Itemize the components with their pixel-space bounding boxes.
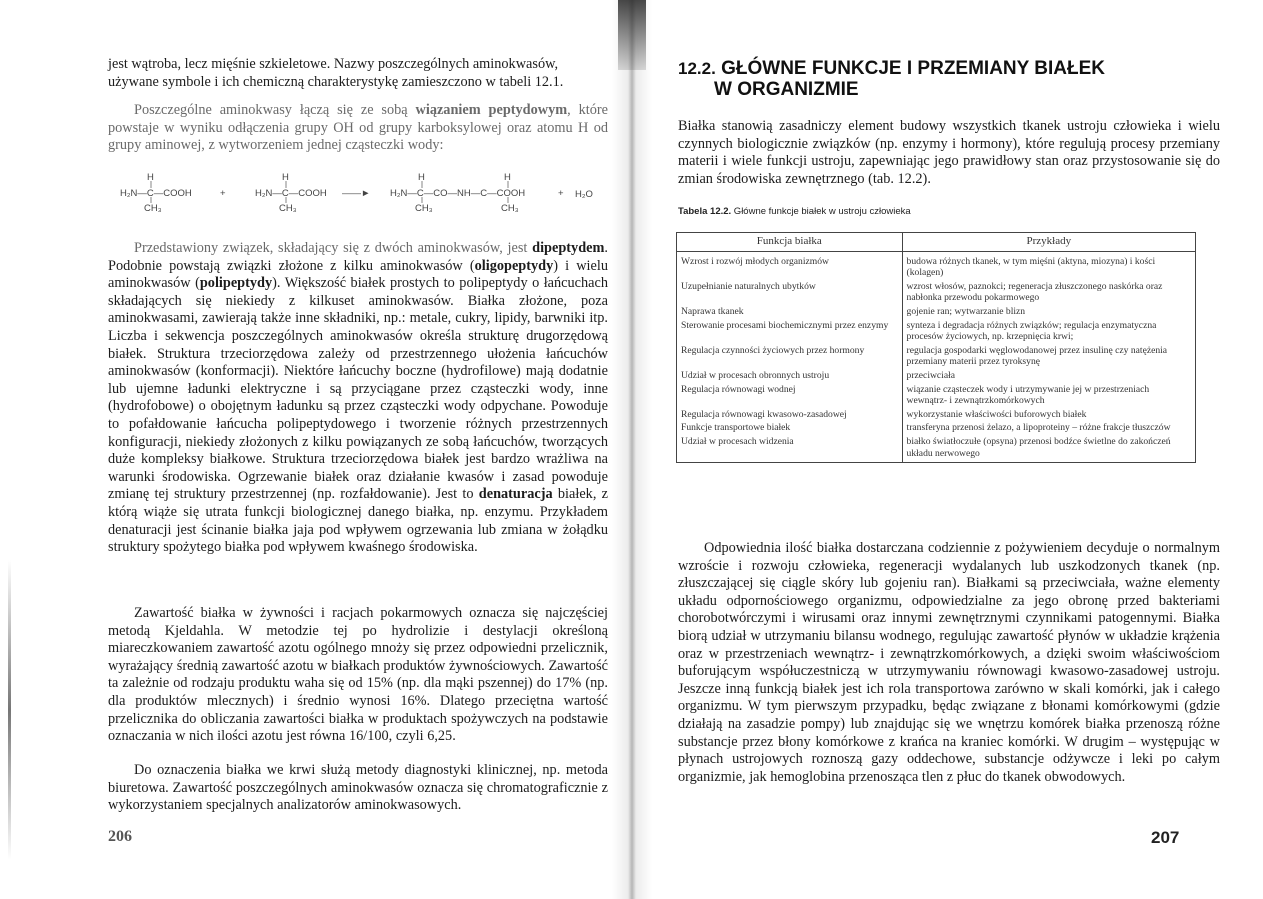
body-text: Odpowiednia ilość białka dostarczana codziennie z pożywieniem decyduje o normalnym wzroście i rozwoju człowieka, regeneracji wydalanych lub uszkodzonych tkanek (np. złuszczającej się ciągle skóry lub gojeniu ran). Białkami są przeciwciała, ważne elementy układu odpornościowego organizmu, odpowiedzialne za jego obronę przed bakteriami chorobotwórczymi i wirusami oraz innymi zewnętrznymi czynnikami patogennymi. Białka biorą udział w utrzymaniu bilansu wodnego, regulując zawartość płynów w układzie krążenia oraz w przestrzeniach wewnątrz- i zewnątrzkomórkowych, a dzięki swoim właściwościom buforującym współuczestniczą w utrzymywaniu równowagi kwasowo-zasadowej ustroju. Jeszcze inną funkcją białek jest ich rola transportowa zarówno w skali komórki, jak i całego organizmu. W tym pierwszym przypadku, będąc związane z błonami komórkowymi (gdzie działają na zasadzie pompy) lub znajdując się we wnętrzu komórek białka przenoszą różne substancje przez błony komórkowe z krańca na kraniec komórki. W drugim – występując w płynach ustrojowych roznoszą gazy oddechowe, substancje odżywcze i leki po całym organizmie, jak hemoglobina przenosząca tlen z płuc do tkanek obwodowych. (678, 540, 1220, 785)
table-row (677, 408, 1196, 422)
page-number-left: 206 (108, 828, 132, 845)
reaction-arrow: ——► (342, 188, 371, 199)
cell-example: gojenie ran; wytwarzanie blizn (902, 305, 1195, 319)
p4-text: Zawartość białka w żywności i racjach pokarmowych oznacza się najczęściej metodą Kjeldahla. W metodzie tej po hydrolizie i destylacji określoną miareczkowaniem zawartość azotu ogólnego mnoży się przez odpowiedni przelicznik, wyrażający średnią zawartość azotu w białkach produktów żywnościowych. Zawartość ta zależnie od rodzaju produktu waha się od 15% (np. dla mąki pszennej) do 17% (np. dla produktów mlecznych) i średnio wynosi 16%. Dlatego przeciętna wartość przelicznika do obliczania zawartości białka w produktach spożywczych na podstawie oznaczania w nich ilości azotu jest równa 16/100, czyli 6,25. (108, 605, 608, 745)
p2-text-a: Poszczególne aminokwasy łączą się ze sobą (134, 102, 416, 118)
p3-text-c: . Podobnie powstają związki złożone z kilku aminokwasów ( (108, 240, 608, 274)
chapter-title-line-1: GŁÓWNE FUNKCJE I PRZEMIANY BIAŁEK (721, 58, 1105, 79)
cell-example: przeciwciała (902, 369, 1195, 383)
p3-term-polypeptides: polipeptydy (199, 275, 273, 292)
cell-example: wiązanie cząsteczek wody i utrzymywanie jej w przestrzeniach wewnątrz- i zewnątrzkomórkowych (902, 383, 1195, 408)
p3-term-dipeptide: dipeptydem (532, 240, 605, 256)
cell-function: Udział w procesach obronnych ustroju (677, 369, 903, 383)
functions-table (676, 232, 1196, 463)
p2-text-b: , które powstaje w wyniku odłączenia grupy OH od grupy karboksylowej oraz atomu H od grupy aminowej, z wytworzeniem jednej cząsteczki wody: (108, 102, 608, 154)
cell-function: Sterowanie procesami biochemicznymi przez enzymy (677, 319, 903, 344)
cell-example: białko światłoczułe (opsyna) przenosi bodźce świetlne do zakończeń układu nerwowego (902, 435, 1195, 463)
cell-function: Funkcje transportowe białek (677, 421, 903, 435)
table-row (677, 280, 1196, 305)
cell-function: Regulacja czynności życiowych przez hormony (677, 344, 903, 369)
table-caption-label: Tabela 12.2. (678, 206, 732, 217)
chapter-number: 12.2. (678, 59, 716, 78)
reaction-h-1: H (147, 172, 154, 183)
cell-example: transferyna przenosi żelazo, a lipoproteiny – różne frakcje tłuszczów (902, 421, 1195, 435)
cell-function: Regulacja równowagi wodnej (677, 383, 903, 408)
header-examples: Przykłady (902, 233, 1195, 252)
table-row (677, 369, 1196, 383)
reaction-plus-2: + (558, 188, 564, 199)
p3-term-oligopeptides: oligopeptydy (474, 257, 554, 274)
p2-term-peptide-bond: wiązaniem peptydowym (415, 102, 568, 118)
reaction-ch3-4: CH₃ (501, 203, 519, 214)
reaction-reactant-1: H₂N—C—COOH (120, 188, 192, 199)
cell-function: Naprawa tkanek (677, 305, 903, 319)
p3-term-denaturation: denaturacja (478, 486, 553, 503)
cell-function: Regulacja równowagi kwasowo-zasadowej (677, 408, 903, 422)
left-paragraph-2 (108, 102, 608, 155)
p5-text: Do oznaczenia białka we krwi służą metody diagnostyki klinicznej, np. metoda biuretowa. Zawartość poszczególnych aminokwasów oznacza się chromatograficznie z wykorzystaniem specjalnych analizatorów aminokwasowych. (108, 762, 608, 814)
table-row (677, 251, 1196, 280)
reaction-h-3: H (418, 172, 425, 183)
reaction-diagram (120, 172, 610, 214)
reaction-product: H₂N—C—CO—NH—C—COOH (390, 188, 526, 199)
cell-example: synteza i degradacja różnych związków; regulacja enzymatyczna procesów życiowych, np. krzepnięcia krwi; (902, 319, 1195, 344)
reaction-reactant-2: H₂N—C—COOH (255, 188, 327, 199)
right-intro-paragraph (678, 118, 1220, 188)
p3-text-e: ). Większość białek prostych to polipeptydy o łańcuchach składających się niekiedy z kilkuset aminokwasów. Białka złożone, poza aminokwasami, zawierają także inne składniki, np.: metale, cukry, lipidy, barwniki itp. Liczba i sekwencja poszczególnych aminokwasów określa strukturę drugorzędową białek. Struktura trzeciorzędowa zależy od przestrzennego ułożenia łańcuchów aminokwasów (konformacji). Niektóre łańcuchy boczne (hydrofilowe) mają dodatnie lub ujemne ładunki elektryczne i są przyciągane przez cząsteczki wody, inne (hydrofobowe) o obojętnym ładunku są przez cząsteczki wody odpychane. Powoduje to pofałdowanie łańcucha polipeptydowego i tworzenie różnych przestrzennych konfiguracji, niekiedy złożonych z kilku powiązanych ze sobą łańcuchów, tworzących duże kompleksy białkowe. Struktura trzeciorzędowa białek jest bardzo wrażliwa na warunki środowiska. Ogrzewanie białek oraz działanie kwasów i zasad powoduje zmianę tej struktury przestrzennej (np. rozfałdowanie). Jest to (108, 275, 608, 503)
cell-function: Udział w procesach widzenia (677, 435, 903, 463)
cell-function: Uzupełnianie naturalnych ubytków (677, 280, 903, 305)
table-caption-text: Główne funkcje białek w ustroju człowieka (731, 206, 911, 217)
reaction-ch3-1: CH₃ (144, 203, 162, 214)
p1-line-2: używane symbole i ich chemiczną charakterystykę zamieszczono w tabeli 12.1. (108, 73, 564, 90)
reaction-ch3-2: CH₃ (279, 203, 297, 214)
reaction-h-4: H (504, 172, 511, 183)
cell-example: wzrost włosów, paznokci; regeneracja złuszczonego naskórka oraz nabłonka przewodu pokarmowego (902, 280, 1195, 305)
cell-example: budowa różnych tkanek, w tym mięśni (aktyna, miozyna) i kości (kolagen) (902, 251, 1195, 280)
page-number-right: 207 (1151, 828, 1180, 847)
left-paragraph-4 (108, 605, 608, 746)
reaction-plus-1: + (220, 188, 226, 199)
reaction-water: H₂O (575, 189, 593, 200)
table-caption (678, 206, 911, 217)
table-row (677, 305, 1196, 319)
header-function: Funkcja białka (677, 233, 903, 252)
table-row (677, 421, 1196, 435)
table-header-row (677, 233, 1196, 252)
p1-line-1: jest wątroba, lecz mięśnie szkieletowe. Nazwy poszczególnych aminokwasów, (108, 56, 559, 72)
p3-text-f: białek, z którą wiąże się utrata funkcji biologicznej danego białka, np. enzymu. Przykładem denaturacji jest ścinanie białka jaja pod wpływem ogrzewania lub zmiana w żołądku struktury spożytego białka pod wpływem kwaśnego środowiska. (108, 486, 608, 556)
intro-text: Białka stanowią zasadniczy element budowy wszystkich tkanek ustroju człowieka i wielu czynnych biologicznie związków (np. enzymy i hormony), które regulują procesy przemiany materii i wiele funkcji ustroju, zapewniając jego prawidłowy stan oraz przystosowanie się do zmian środowiska zewnętrznego (tab. 12.2). (678, 118, 1220, 187)
p3-text-a: Przedstawiony związek, składający się z dwóch aminokwasów, jest (134, 240, 533, 256)
reaction-ch3-3: CH₃ (415, 203, 433, 214)
reaction-h-2: H (282, 172, 289, 183)
table-row (677, 435, 1196, 463)
table-row (677, 383, 1196, 408)
left-paragraph-5 (108, 762, 608, 815)
table-row (677, 319, 1196, 344)
left-paragraph-1 (108, 56, 608, 91)
p3-text-d: ) i wielu aminokwasów ( (108, 257, 608, 292)
left-paragraph-3 (108, 240, 608, 557)
chapter-title-line-2: W ORGANIZMIE (714, 79, 859, 100)
cell-example: wykorzystanie właściwości buforowych białek (902, 408, 1195, 422)
cell-example: regulacja gospodarki węglowodanowej przez insulinę czy natężenia przemiany materii przez tyroksynę (902, 344, 1195, 369)
table-row (677, 344, 1196, 369)
cell-function: Wzrost i rozwój młodych organizmów (677, 251, 903, 280)
